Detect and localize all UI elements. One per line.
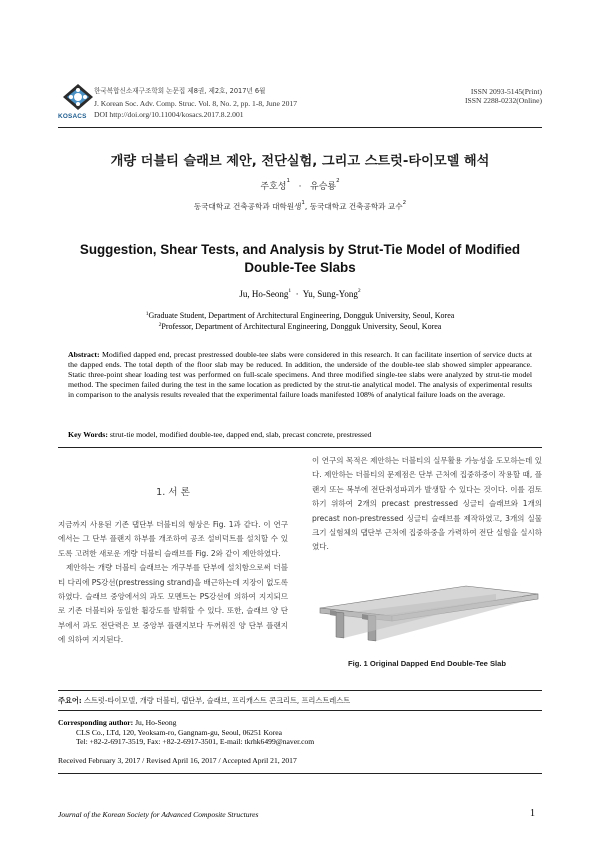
english-aff-2: Professor, Department of Architectural Engineering, Dongguk University, Seoul, Korea [161, 322, 442, 331]
english-aff-1: Graduate Student, Department of Architectural Engineering, Dongguk University, Seoul, Korea [148, 311, 455, 320]
korean-keywords-text: 스트럿-타이모델, 개량 더블티, 댑단부, 슬래브, 프리캐스트 콘크리트, 프리스트레스트 [84, 696, 351, 705]
body-divider [58, 690, 542, 691]
logo-text: KOSACS [58, 113, 87, 120]
figure-1-caption: Fig. 1 Original Dapped End Double-Tee Slab [347, 659, 507, 668]
section-heading: 1. 서 론 [156, 487, 190, 498]
korean-keywords [58, 696, 350, 706]
corresponding-contact: Tel: +82-2-6917-3519, Fax: +82-2-6917-3501, E-mail: tkrhk6499@naver.com [76, 737, 315, 747]
abstract [68, 350, 532, 400]
issn-print: ISSN 2093-5145(Print) [470, 87, 542, 96]
abstract-text: Modified dapped end, precast prestressed double-tee slabs were considered in this research. It can facilitate insertion of service ducts at the dapped ends. The total depth of the floor slab may be reduced. In addition, the underside of the double-tee slab showed simpler appearance. Static three-point shear loading test was performed on full-scale specimens. And three modified single-tee slabs were analyzed by strut-tie model method. The specimen failed during the test in the same location as predicted by the strut-tie analytical model. The analysis of experimental results in comparison to the analysis results revealed that the experimental failure loads manifested 108% of analytical failure loads on the average. [68, 350, 532, 400]
sup-2: 2 [402, 200, 407, 206]
keywords-label: Key Words: [68, 430, 108, 439]
english-author-2: Yu, Sung-Yong [302, 289, 358, 299]
keywords-divider [58, 710, 542, 711]
sup-2: 2 [357, 288, 361, 294]
issn-online: ISSN 2288-0232(Online) [465, 96, 542, 105]
korean-title: 개량 더블티 슬래브 제안, 전단실험, 그리고 스트럿-타이모델 해석 [110, 154, 490, 169]
english-title-line-1: Suggestion, Shear Tests, and Analysis by Strut-Tie Model of Modified [79, 242, 521, 257]
journal-korean: 한국복합신소재구조학회 논문집 제8권, 제2호, 2017년 6월 [94, 87, 266, 95]
english-affiliations [0, 310, 600, 332]
doi: DOI http://doi.org/10.11004/kosacs.2017.8.2.001 [94, 110, 244, 119]
corresponding-name: Ju, Ho-Seong [135, 718, 177, 727]
kosacs-logo-icon [60, 82, 96, 112]
sup-2: 2 [336, 178, 340, 184]
corresponding-address: CLS Co., LTd, 120, Yeoksam-ro, Gangnam-gu, Seoul, 06251 Korea [76, 727, 283, 737]
keywords-text: strut-tie model, modified double-tee, dapped end, slab, precast concrete, prestressed [109, 430, 372, 439]
korean-aff-1: 동국대학교 건축공학과 대학원생 [193, 202, 302, 211]
page-number: 1 [530, 808, 535, 819]
english-title [60, 241, 540, 277]
korean-affiliations: 동국대학교 건축공학과 대학원생$^1$, 동국대학교 건축공학과 교수$^2$ [193, 200, 407, 211]
sup-1: 1 [288, 288, 292, 294]
footer-journal: Journal of the Korean Society for Advanced Composite Structures [58, 810, 259, 819]
intro-paragraph-1: 지금까지 사용된 기존 댑단부 더블티의 형상은 Fig. 1과 같다. 이 연구에서는 그 단부 플랜지 하부를 개조하여 공조 설비덕트를 설치할 수 있도록 고려한 새로운 개량 더블티 슬래브를 Fig. 2와 같이 제안하였다. [58, 520, 288, 558]
english-title-line-2: Double-Tee Slabs [244, 260, 356, 275]
intro-paragraph-3: 이 연구의 목적은 제안하는 더블티의 실무활용 가능성을 도모하는데 있다. 제안하는 더블티의 문제점은 단부 근처에 집중하중이 작용할 때, 플랜지 또는 복부에 전단취성파괴가 발생할 수 있다는 것이다. 이를 검토하기 위하여 2개의 precast prestressed 싱글티 슬래브와 1개의 precast non-prestressed 싱글티 슬래브를 제작하였고, 3개의 실물크기 실험체의 댑단부 근처에 집중하중을 가력하여 전단 실험을 실시하였다. [312, 456, 542, 552]
korean-keywords-label: 주요어: [58, 696, 82, 705]
abstract-divider [58, 447, 542, 448]
sup-2: 2 [158, 322, 162, 328]
sup-1: 1 [286, 178, 290, 184]
author-separator: · [295, 289, 299, 299]
intro-paragraph-2: 제안하는 개량 더블티 슬래브는 개구부를 단부에 설치함으로써 더블티 다리에 PS강선(prestressing strand)을 배근하는데 지장이 없도록 하였다. 슬래브 중앙에서의 과도 모멘트는 PS강선에 의하여 지지되므로 기존 더블티와 동일한 휨강도를 발휘할 수 있다. 또한, 슬래브 양 단부에서 과도 전단력은 보 중앙부 플랜지보다 두꺼워진 양 단부 플랜지에 의하여 지지된다. [58, 563, 288, 645]
header-divider [58, 127, 542, 128]
right-column [312, 454, 542, 555]
english-authors [0, 289, 600, 299]
figure-1-image [316, 580, 540, 652]
sup-1: 1 [301, 200, 305, 206]
journal-english: J. Korean Soc. Adv. Comp. Struc. Vol. 8, No. 2, pp. 1-8, June 2017 [94, 99, 297, 108]
footnote-divider [58, 773, 542, 774]
corresponding-author: Corresponding author: Ju, Ho-Seong CLS Co., LTd, 120, Yeoksam-ro, Gangnam-gu, Seoul, 06251 Korea Tel: +82-2-6917-3519, Fax: +82-2-6917-3501, E-mail: tkrhk6499@naver.com [58, 718, 315, 747]
sup-1: 1 [145, 311, 149, 317]
author-separator: · [298, 182, 302, 192]
abstract-label: Abstract: [68, 350, 100, 359]
keywords [68, 430, 532, 439]
korean-author-2: 유승룡 [310, 182, 337, 192]
korean-author-1: 주호성 [260, 182, 287, 192]
korean-aff-2: 동국대학교 건축공학과 교수 [309, 202, 403, 211]
corresponding-label: Corresponding author [58, 718, 131, 727]
english-author-1: Ju, Ho-Seong [239, 289, 289, 299]
left-column [58, 518, 288, 648]
korean-authors [0, 179, 600, 192]
received-dates: Received February 3, 2017 / Revised April 16, 2017 / Accepted April 21, 2017 [58, 756, 297, 765]
